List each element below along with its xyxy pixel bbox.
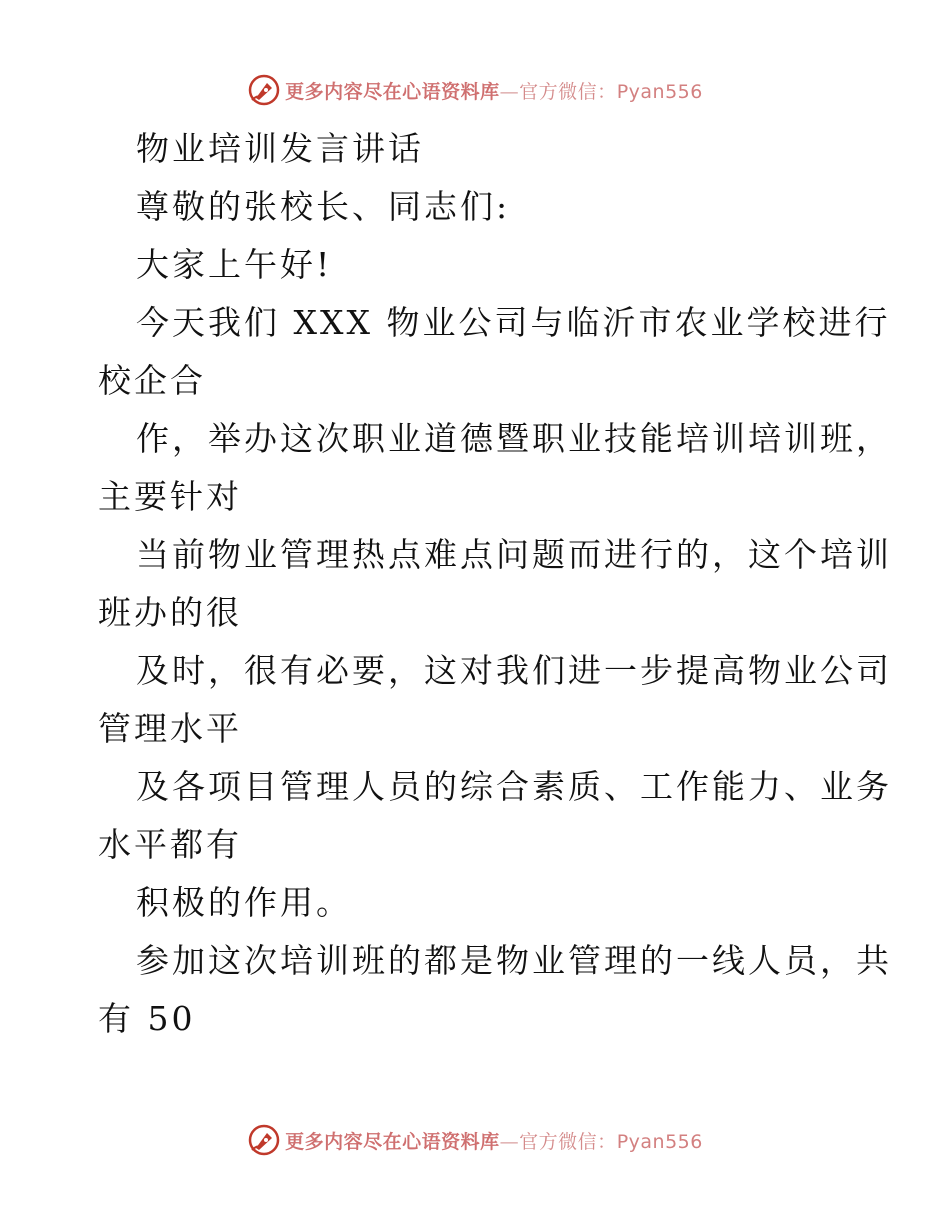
doc-line: 参加这次培训班的都是物业管理的一线人员，共 xyxy=(136,941,892,980)
doc-line: 作，举办这次职业道德暨职业技能培训培训班， xyxy=(136,419,892,458)
doc-line: 尊敬的张校长、同志们: xyxy=(136,187,511,226)
watermark-main: 更多内容尽在心语资料库 xyxy=(285,1130,500,1153)
watermark-text xyxy=(285,1127,703,1154)
footer-watermark xyxy=(0,1120,950,1160)
doc-line: 主要针对 xyxy=(98,477,242,516)
doc-title: 物业培训发言讲话 xyxy=(136,129,424,168)
watermark-dash: — xyxy=(499,1130,520,1153)
header-watermark xyxy=(0,70,950,110)
watermark-dash: — xyxy=(499,80,520,103)
watermark-sub: 官方微信： xyxy=(519,1130,617,1153)
doc-line: 管理水平 xyxy=(98,709,242,748)
pen-nib-circle-icon xyxy=(247,1123,281,1157)
document-body xyxy=(98,120,892,1048)
watermark-sub: 官方微信： xyxy=(519,80,617,103)
watermark-main: 更多内容尽在心语资料库 xyxy=(285,80,500,103)
doc-line: 大家上午好! xyxy=(136,245,333,284)
watermark-id: Pyan556 xyxy=(616,80,703,103)
doc-line: 水平都有 xyxy=(98,825,242,864)
doc-line: 今天我们 XXX 物业公司与临沂市农业学校进行 xyxy=(136,303,891,342)
doc-line: 校企合 xyxy=(98,361,206,400)
pen-nib-circle-icon xyxy=(247,73,281,107)
doc-line: 及时，很有必要，这对我们进一步提高物业公司 xyxy=(136,651,892,690)
doc-line: 当前物业管理热点难点问题而进行的，这个培训 xyxy=(136,535,892,574)
doc-line: 积极的作用。 xyxy=(136,883,352,922)
doc-line: 有 50 xyxy=(98,999,196,1038)
watermark-text xyxy=(285,77,703,104)
doc-line: 班办的很 xyxy=(98,593,242,632)
doc-line: 及各项目管理人员的综合素质、工作能力、业务 xyxy=(136,767,892,806)
watermark-id: Pyan556 xyxy=(616,1130,703,1153)
